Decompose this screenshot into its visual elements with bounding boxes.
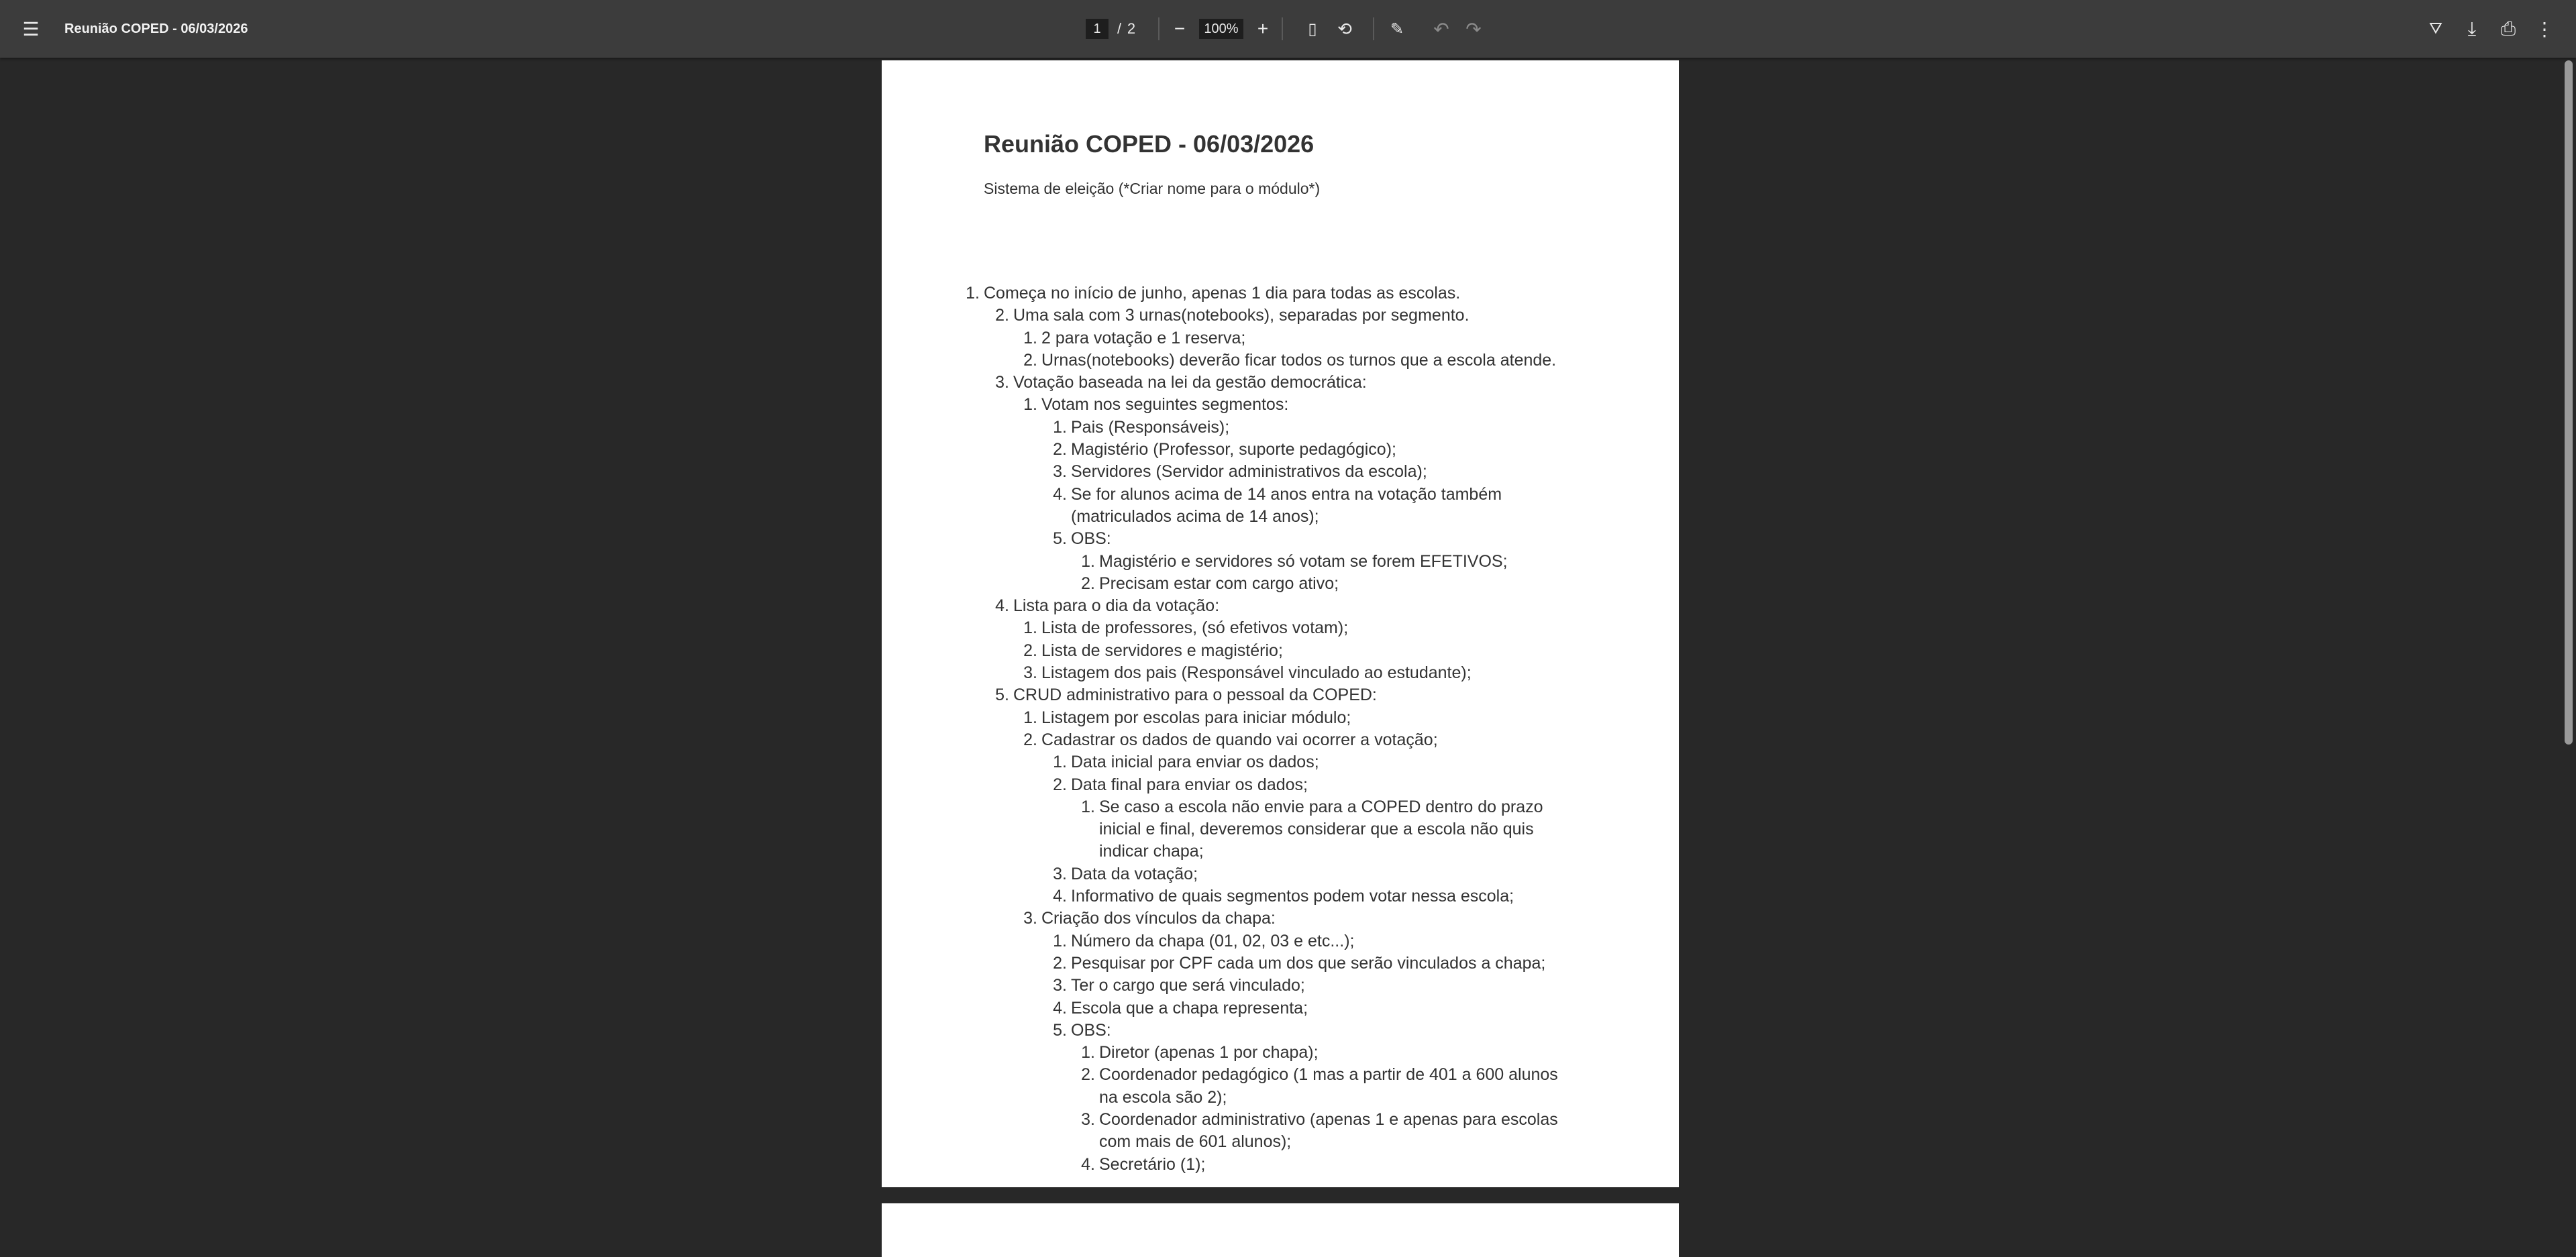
list-text: Listagem dos pais (Responsável vinculado ao estudante); xyxy=(1041,663,1472,683)
list-number: 1. xyxy=(1081,551,1095,571)
list-number: 1. xyxy=(1081,1043,1095,1062)
list-item xyxy=(882,595,1573,617)
page-number-input[interactable]: 1 xyxy=(1086,19,1109,39)
hamburger-icon[interactable]: ☰ xyxy=(22,18,40,40)
list-text: Data final para enviar os dados; xyxy=(1071,775,1308,794)
list-text: Se caso a escola não envie para a COPED dentro do prazo inicial e final, deveremos considerar que a escola não quis indicar chapa; xyxy=(1099,797,1543,861)
print-button[interactable]: ⎙ xyxy=(2500,17,2516,39)
list-item xyxy=(882,1064,1573,1109)
list-number: 3. xyxy=(1023,909,1037,928)
list-number: 4. xyxy=(1053,998,1067,1018)
list-item xyxy=(882,327,1573,349)
list-text: Começa no início de junho, apenas 1 dia para todas as escolas. xyxy=(984,284,1461,303)
list-item xyxy=(882,908,1573,930)
divider xyxy=(1373,17,1374,40)
list-item xyxy=(882,640,1573,662)
list-text: Ter o cargo que será vinculado; xyxy=(1071,976,1305,995)
list-number: 5. xyxy=(995,686,1009,705)
draw-icon[interactable]: ✎ xyxy=(1390,19,1404,38)
list-number: 1. xyxy=(966,284,980,303)
list-number: 5. xyxy=(1053,529,1067,549)
list-text: Precisam estar com cargo ativo; xyxy=(1099,573,1339,593)
list-item xyxy=(882,617,1573,639)
list-item xyxy=(882,305,1573,327)
list-number: 2. xyxy=(1053,440,1067,459)
list-number: 1. xyxy=(1053,931,1067,950)
divider xyxy=(1158,17,1160,40)
list-text: Data da votação; xyxy=(1071,864,1198,883)
undo-button[interactable]: ↶ xyxy=(1433,18,1449,40)
list-text: Lista de servidores e magistério; xyxy=(1041,641,1283,660)
list-number: 4. xyxy=(1053,887,1067,906)
list-item xyxy=(882,439,1573,461)
list-number: 3. xyxy=(1023,663,1037,683)
list-item xyxy=(882,662,1573,684)
list-text: Criação dos vínculos da chapa: xyxy=(1041,909,1276,928)
list-text: Cadastrar os dados de quando vai ocorrer a votação; xyxy=(1041,730,1438,749)
list-item xyxy=(882,885,1573,908)
list-item xyxy=(882,372,1573,394)
list-item xyxy=(882,975,1573,997)
zoom-out-button[interactable]: − xyxy=(1174,18,1186,39)
divider xyxy=(1282,17,1283,40)
list-item xyxy=(882,573,1573,595)
list-text: Servidores (Servidor administrativos da escola); xyxy=(1071,462,1427,482)
list-text: Lista para o dia da votação: xyxy=(1013,596,1220,616)
save-to-drive-icon[interactable]: ⛛ xyxy=(2428,19,2443,38)
list-number: 3. xyxy=(995,373,1009,392)
list-item xyxy=(882,952,1573,975)
list-number: 2. xyxy=(1023,730,1037,749)
list-text: Diretor (apenas 1 por chapa); xyxy=(1099,1043,1319,1062)
list-text: Listagem por escolas para iniciar módulo; xyxy=(1041,708,1351,727)
list-text: Lista de professores, (só efetivos votam); xyxy=(1041,618,1349,638)
list-item xyxy=(882,1042,1573,1064)
list-text: Secretário (1); xyxy=(1099,1154,1206,1174)
list-item xyxy=(882,751,1573,773)
list-item xyxy=(882,1154,1573,1176)
list-text: 2 para votação e 1 reserva; xyxy=(1041,328,1246,347)
list-item xyxy=(882,394,1573,416)
list-text: Pais (Responsáveis); xyxy=(1071,417,1230,437)
list-number: 1. xyxy=(1023,328,1037,347)
list-item xyxy=(882,1020,1573,1042)
list-number: 1. xyxy=(1023,395,1037,415)
fit-page-icon[interactable]: ▯ xyxy=(1308,19,1317,38)
list-number: 3. xyxy=(1081,1109,1095,1129)
list-item xyxy=(882,774,1573,796)
list-text: CRUD administrativo para o pessoal da COPED: xyxy=(1013,686,1377,705)
list-number: 1. xyxy=(1053,417,1067,437)
rotate-icon[interactable]: ⟲ xyxy=(1337,18,1352,39)
list-text: Votam nos seguintes segmentos: xyxy=(1041,395,1289,415)
list-text: Coordenador pedagógico (1 mas a partir de 401 a 600 alunos na escola são 2); xyxy=(1099,1065,1558,1107)
page-total: 2 xyxy=(1127,20,1136,37)
list-number: 1. xyxy=(1053,753,1067,772)
document-title: Reunião COPED - 06/03/2026 xyxy=(64,21,248,36)
list-number: 5. xyxy=(1053,1020,1067,1040)
list-number: 2. xyxy=(1023,641,1037,660)
document-heading: Reunião COPED - 06/03/2026 xyxy=(984,130,1315,158)
list-item xyxy=(882,796,1573,863)
redo-button[interactable]: ↷ xyxy=(1465,18,1482,40)
list-text: Votação baseada na lei da gestão democrática: xyxy=(1013,373,1367,392)
more-options-button[interactable]: ⋮ xyxy=(2535,18,2554,40)
list-number: 2. xyxy=(995,306,1009,325)
list-number: 1. xyxy=(1081,797,1095,816)
zoom-input[interactable]: 100% xyxy=(1199,19,1243,39)
zoom-in-button[interactable]: + xyxy=(1257,18,1269,39)
list-item xyxy=(882,551,1573,573)
list-text: Número da chapa (01, 02, 03 e etc...); xyxy=(1071,931,1355,950)
list-item xyxy=(882,997,1573,1020)
list-text: Informativo de quais segmentos podem votar nessa escola; xyxy=(1071,887,1514,906)
outline-list xyxy=(882,282,1679,1176)
list-text: Uma sala com 3 urnas(notebooks), separadas por segmento. xyxy=(1013,306,1470,325)
list-text: Pesquisar por CPF cada um dos que serão vinculados a chapa; xyxy=(1071,953,1546,973)
list-text: Se for alunos acima de 14 anos entra na votação também (matriculados acima de 14 anos); xyxy=(1071,484,1502,526)
list-number: 2. xyxy=(1081,573,1095,593)
list-text: OBS: xyxy=(1071,529,1111,549)
list-number: 3. xyxy=(1053,462,1067,482)
pdf-toolbar xyxy=(0,0,2576,58)
list-item xyxy=(882,707,1573,729)
list-item xyxy=(882,930,1573,952)
list-item xyxy=(882,528,1573,550)
list-text: Data inicial para enviar os dados; xyxy=(1071,753,1319,772)
list-item xyxy=(882,729,1573,751)
list-number: 3. xyxy=(1053,864,1067,883)
list-text: OBS: xyxy=(1071,1020,1111,1040)
list-number: 1. xyxy=(1023,618,1037,638)
list-text: Magistério (Professor, suporte pedagógico); xyxy=(1071,440,1396,459)
pdf-page-1 xyxy=(882,60,1679,1187)
list-number: 2. xyxy=(1023,350,1037,370)
list-number: 4. xyxy=(1053,484,1067,504)
list-text: Coordenador administrativo (apenas 1 e apenas para escolas com mais de 601 alunos); xyxy=(1099,1109,1558,1152)
list-text: Magistério e servidores só votam se forem EFETIVOS; xyxy=(1099,551,1508,571)
list-number: 1. xyxy=(1023,708,1037,727)
list-number: 2. xyxy=(1081,1065,1095,1085)
list-text: Escola que a chapa representa; xyxy=(1071,998,1308,1018)
list-number: 2. xyxy=(1053,953,1067,973)
list-item xyxy=(882,282,1573,305)
scrollbar[interactable] xyxy=(2565,60,2573,745)
list-number: 3. xyxy=(1053,976,1067,995)
page-separator: / xyxy=(1117,20,1122,37)
list-item xyxy=(882,684,1573,706)
list-item xyxy=(882,461,1573,483)
list-item xyxy=(882,1109,1573,1154)
list-item xyxy=(882,484,1573,529)
download-button[interactable]: ⤓ xyxy=(2467,17,2477,39)
pdf-page-2 xyxy=(882,1203,1679,1257)
document-subtitle: Sistema de eleição (*Criar nome para o módulo*) xyxy=(984,180,1321,197)
list-item xyxy=(882,417,1573,439)
list-number: 2. xyxy=(1053,775,1067,794)
list-number: 4. xyxy=(1081,1154,1095,1174)
list-number: 4. xyxy=(995,596,1009,616)
list-item xyxy=(882,863,1573,885)
list-text: Urnas(notebooks) deverão ficar todos os turnos que a escola atende. xyxy=(1041,350,1557,370)
list-item xyxy=(882,349,1573,372)
